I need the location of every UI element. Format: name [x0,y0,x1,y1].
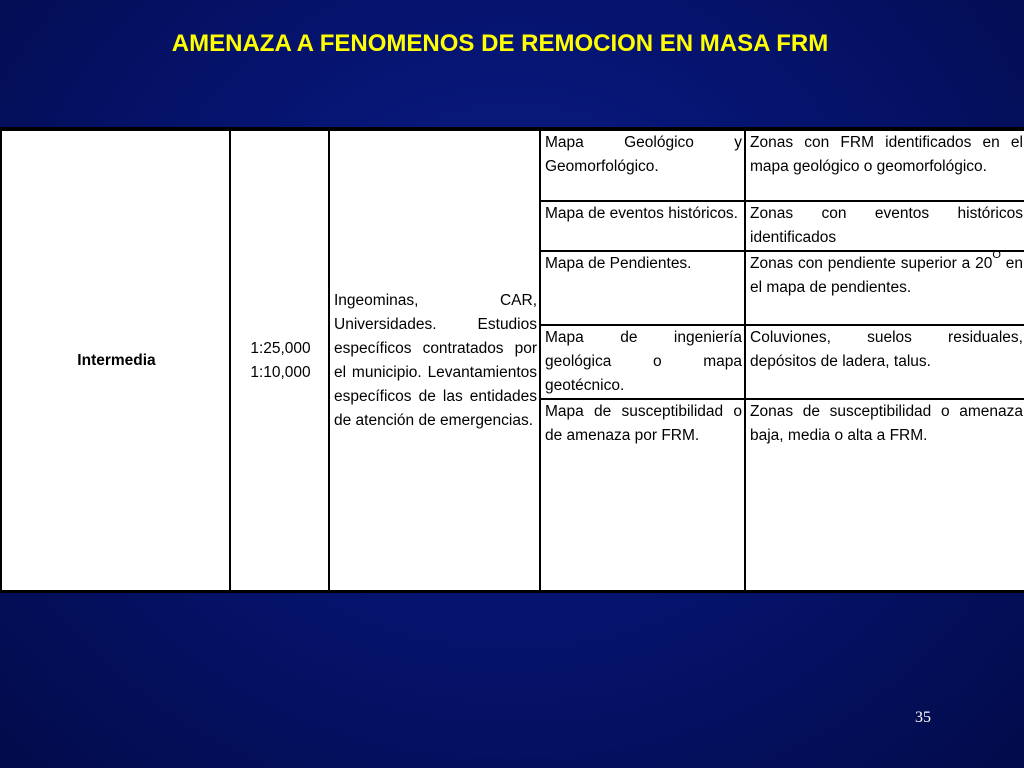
slide-title: AMENAZA A FENOMENOS DE REMOCION EN MASA FRM [171,30,829,57]
map-cell: Mapa de eventos históricos. [540,201,745,251]
map-cell: Mapa de Pendientes. [540,251,745,325]
scale-cell [230,130,329,592]
degree-superscript: O [992,249,1001,261]
map-cell: Mapa de susceptibilidad o de amenaza por FRM. [540,399,745,592]
result-text: Zonas con pendiente superior a 20 [750,255,993,272]
map-cell: Mapa de ingeniería geológica o mapa geotécnico. [540,325,745,399]
page-number: 35 [915,709,931,726]
result-cell: Coluviones, suelos residuales, depósitos de ladera, talus. [745,325,1024,399]
result-text: en el mapa de pendientes. [750,255,1023,296]
result-cell: Zonas de susceptibilidad o amenaza baja, media o alta a FRM. [745,399,1024,592]
sources-cell: Ingeominas, CAR, Universidades. Estudios específicos contratados por el municipio. Levantamientos específicos de las entidades de atención de emergencias. [329,130,540,592]
table-row [1,130,1024,201]
result-cell: Zonas con FRM identificados en el mapa geológico o geomorfológico. [745,130,1024,201]
scale-value: 1:25,000 [250,340,311,357]
level-cell: Intermedia [1,130,230,592]
result-cell [745,251,1024,325]
hazard-table [0,129,1024,593]
scale-value: 1:10,000 [250,364,311,381]
hazard-table-container [0,127,1024,592]
result-cell: Zonas con eventos históricos identificados [745,201,1024,251]
map-cell: Mapa Geológico y Geomorfológico. [540,130,745,201]
